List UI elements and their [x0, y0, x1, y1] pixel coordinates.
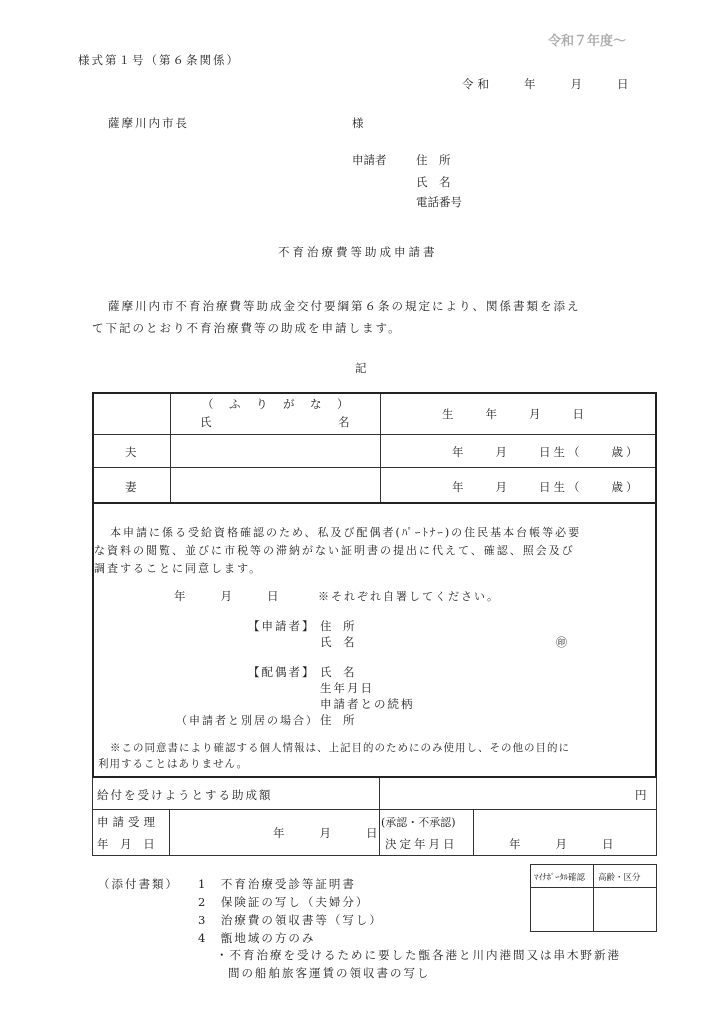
privacy-note-line-2: 利用することはありません。 — [98, 758, 249, 770]
self-sign-note: ※それぞれ自署してください。 — [318, 590, 500, 603]
attachment-item-2: 2 保険証の写し（夫婦分） — [198, 895, 370, 909]
consent-line-2: な資料の閲覧、並びに市税等の滞納がない証明書の提出に代えて、確認、照会及び — [94, 544, 575, 557]
document-title: 不育治療費等助成申請書 — [278, 245, 438, 259]
consent-line-3: 調査することに同意します。 — [94, 562, 263, 575]
decision-label: 決定年月日 — [385, 837, 458, 851]
date-line: 令和 年 月 日 — [462, 77, 633, 91]
spouse-name-label: 氏 名 — [320, 665, 355, 679]
consent-applicant-tag: 【申請者】 — [248, 619, 316, 633]
wife-birth: 年 月 日生（ 歳） — [452, 480, 641, 494]
birth-header: 生 年 月 日 — [442, 407, 587, 421]
attachments-heading: （添付書類） — [98, 877, 179, 891]
amount-label: 給付を受けようとする助成額 — [97, 788, 273, 802]
separate-address-label: 住 所 — [320, 713, 355, 727]
spouse-relation-label: 申請者との続柄 — [320, 697, 415, 711]
seal-mark: ㊞ — [556, 636, 567, 649]
body-line-2: て下記のとおり不育治療費等の助成を申請します。 — [92, 321, 402, 335]
body-line-1: 薩摩川内市不育治療費等助成金交付要綱第６条の規定により、関係書類を添え — [108, 299, 581, 313]
applicant-table — [92, 392, 657, 778]
consent-address-label: 住 所 — [320, 619, 355, 633]
applicant-phone-label: 電話番号 — [416, 195, 462, 209]
applicant-address-label: 住 所 — [416, 153, 451, 167]
husband-birth: 年 月 日生（ 歳） — [452, 445, 641, 459]
name-header-right: 名 — [338, 415, 350, 429]
receipt-date: 年 月 日 — [273, 826, 382, 840]
amount-unit: 円 — [635, 788, 647, 802]
amount-row — [92, 778, 657, 810]
mynaportal-check-label: ﾏｲﾅﾎﾟｰﾀﾙ確認 — [534, 873, 586, 883]
wife-label: 妻 — [125, 480, 137, 494]
mayor-addressee: 薩摩川内市長 — [108, 116, 189, 130]
privacy-note-line-1: ※この同意書により確認する個人情報は、上記目的のためにのみ使用し、その他の目的に — [110, 742, 570, 754]
receipt-label-1: 申請受理 — [97, 815, 159, 829]
decision-date: 年 月 日 — [509, 837, 618, 851]
spouse-birth-label: 生年月日 — [320, 681, 374, 695]
ki-label: 記 — [355, 361, 367, 375]
husband-label: 夫 — [125, 445, 137, 459]
applicant-label: 申請者 — [352, 153, 387, 167]
honorific: 様 — [352, 116, 364, 130]
attachment-subitem-2: 間の船舶旅客運賃の領収書の写し — [228, 966, 431, 980]
consent-name-label: 氏 名 — [320, 635, 355, 649]
consent-line-1: 本申請に係る受給資格確認のため、私及び配偶者(ﾊﾟｰﾄﾅｰ)の住民基本台帳等必要 — [110, 526, 582, 539]
separate-residence-note: （申請者と別居の場合） — [176, 714, 319, 727]
form-number: 様式第１号（第６条関係） — [78, 53, 240, 67]
name-header-left: 氏 — [200, 415, 212, 429]
office-use-box — [530, 864, 657, 932]
approval-label: (承認・不承認) — [381, 816, 456, 829]
consent-date: 年 月 日 — [174, 589, 283, 603]
fiscal-year-note: 令和７年度～ — [548, 34, 627, 49]
receipt-label-2: 年 月 日 — [97, 837, 159, 851]
applicant-name-label: 氏 名 — [416, 175, 451, 189]
furigana-label: （ ふ り が な ） — [202, 397, 351, 411]
consent-spouse-tag: 【配偶者】 — [248, 665, 316, 679]
elderly-category-label: 高齢・区分 — [598, 873, 641, 883]
attachment-subitem-1: ・不育治療を受けるために要した甑各港と川内港間又は串木野新港 — [216, 948, 621, 962]
receipt-row — [92, 810, 657, 856]
attachment-item-1: 1 不育治療受診等証明書 — [198, 877, 356, 891]
attachment-item-3: 3 治療費の領収書等（写し） — [198, 913, 383, 927]
attachment-item-4: 4 甑地域の方のみ — [198, 931, 316, 945]
